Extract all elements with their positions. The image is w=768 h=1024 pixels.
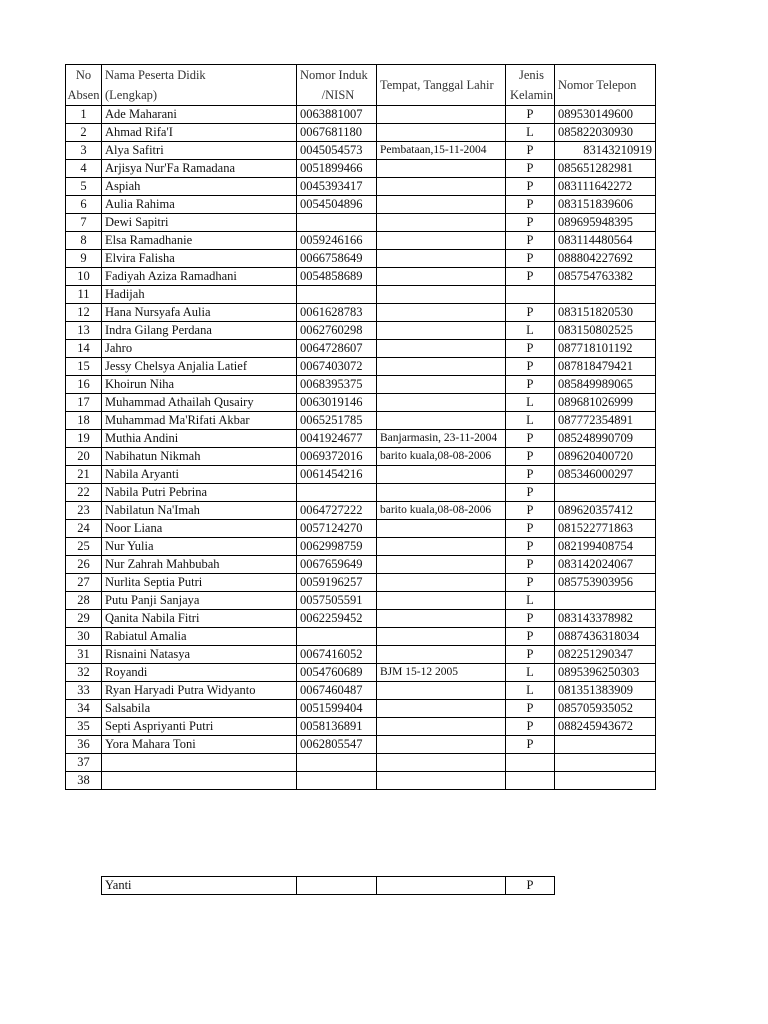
table-row xyxy=(66,322,656,340)
table-row xyxy=(66,610,656,628)
student-birth xyxy=(377,376,506,394)
table-row xyxy=(66,412,656,430)
table-row xyxy=(66,682,656,700)
table-row xyxy=(66,664,656,682)
student-nisn xyxy=(297,628,377,646)
table-row xyxy=(66,718,656,736)
table-row xyxy=(66,214,656,232)
student-birth xyxy=(377,754,506,772)
student-phone: 081522771863 xyxy=(555,520,656,538)
header-nisn: Nomor Induk xyxy=(297,65,377,86)
student-gender: P xyxy=(506,232,555,250)
student-name: Jahro xyxy=(102,340,297,358)
table-row xyxy=(66,358,656,376)
student-phone: 085248990709 xyxy=(555,430,656,448)
student-birth xyxy=(377,610,506,628)
table-row xyxy=(66,448,656,466)
student-birth xyxy=(377,538,506,556)
roster-body xyxy=(66,106,656,790)
table-row xyxy=(66,304,656,322)
student-name: Septi Aspriyanti Putri xyxy=(102,718,297,736)
student-phone xyxy=(555,754,656,772)
student-no: 34 xyxy=(66,700,102,718)
student-nisn: 0067659649 xyxy=(297,556,377,574)
student-no: 22 xyxy=(66,484,102,502)
student-nisn: 0067416052 xyxy=(297,646,377,664)
student-gender: L xyxy=(506,592,555,610)
student-nisn: 0054760689 xyxy=(297,664,377,682)
student-gender: P xyxy=(506,358,555,376)
student-phone: 088245943672 xyxy=(555,718,656,736)
student-birth xyxy=(377,106,506,124)
table-row xyxy=(66,250,656,268)
student-gender: P xyxy=(506,106,555,124)
student-phone xyxy=(555,772,656,790)
student-gender: P xyxy=(506,718,555,736)
table-row xyxy=(66,538,656,556)
student-gender: P xyxy=(506,574,555,592)
table-row xyxy=(102,877,555,895)
student-nisn: 0061454216 xyxy=(297,466,377,484)
table-row xyxy=(66,484,656,502)
student-name: Nur Zahrah Mahbubah xyxy=(102,556,297,574)
table-row xyxy=(66,376,656,394)
student-gender: L xyxy=(506,124,555,142)
student-phone: 082251290347 xyxy=(555,646,656,664)
student-phone: 087772354891 xyxy=(555,412,656,430)
student-no: 15 xyxy=(66,358,102,376)
student-birth xyxy=(377,556,506,574)
student-birth xyxy=(377,286,506,304)
student-gender: P xyxy=(506,700,555,718)
student-birth xyxy=(377,682,506,700)
student-nisn xyxy=(297,877,377,895)
student-name: Arjisya Nur'Fa Ramadana xyxy=(102,160,297,178)
student-phone: 087718101192 xyxy=(555,340,656,358)
student-nisn: 0062805547 xyxy=(297,736,377,754)
table-row xyxy=(66,340,656,358)
student-no: 5 xyxy=(66,178,102,196)
student-birth xyxy=(377,178,506,196)
student-nisn xyxy=(297,484,377,502)
student-name: Fadiyah Aziza Ramadhani xyxy=(102,268,297,286)
student-name: Khoirun Niha xyxy=(102,376,297,394)
student-gender: P xyxy=(506,250,555,268)
student-phone: 085651282981 xyxy=(555,160,656,178)
student-birth xyxy=(377,250,506,268)
student-no: 4 xyxy=(66,160,102,178)
student-no: 14 xyxy=(66,340,102,358)
student-no: 27 xyxy=(66,574,102,592)
student-name: Aspiah xyxy=(102,178,297,196)
student-birth xyxy=(377,340,506,358)
student-no: 36 xyxy=(66,736,102,754)
student-no: 28 xyxy=(66,592,102,610)
student-gender: P xyxy=(506,877,555,895)
student-phone: 0895396250303 xyxy=(555,664,656,682)
student-nisn: 0045393417 xyxy=(297,178,377,196)
student-no: 8 xyxy=(66,232,102,250)
student-gender: P xyxy=(506,268,555,286)
student-gender xyxy=(506,772,555,790)
student-gender: P xyxy=(506,304,555,322)
student-nisn: 0041924677 xyxy=(297,430,377,448)
student-name: Hana Nursyafa Aulia xyxy=(102,304,297,322)
student-gender: P xyxy=(506,736,555,754)
student-no: 17 xyxy=(66,394,102,412)
table-row xyxy=(66,520,656,538)
student-no: 24 xyxy=(66,520,102,538)
student-name xyxy=(102,754,297,772)
student-gender: P xyxy=(506,466,555,484)
student-birth xyxy=(377,877,506,895)
student-birth xyxy=(377,214,506,232)
student-nisn: 0054858689 xyxy=(297,268,377,286)
table-row xyxy=(66,502,656,520)
student-no: 38 xyxy=(66,772,102,790)
table-row xyxy=(66,268,656,286)
student-roster-table xyxy=(65,64,656,790)
student-no: 3 xyxy=(66,142,102,160)
student-phone: 085753903956 xyxy=(555,574,656,592)
student-gender: P xyxy=(506,520,555,538)
student-birth xyxy=(377,394,506,412)
student-phone xyxy=(555,736,656,754)
student-nisn: 0059246166 xyxy=(297,232,377,250)
student-phone: 0887436318034 xyxy=(555,628,656,646)
student-nisn: 0054504896 xyxy=(297,196,377,214)
student-no: 13 xyxy=(66,322,102,340)
student-gender: L xyxy=(506,682,555,700)
student-no: 30 xyxy=(66,628,102,646)
student-name: Muthia Andini xyxy=(102,430,297,448)
student-no: 19 xyxy=(66,430,102,448)
student-birth xyxy=(377,700,506,718)
student-gender: P xyxy=(506,340,555,358)
student-gender: P xyxy=(506,142,555,160)
student-gender: L xyxy=(506,394,555,412)
student-nisn: 0065251785 xyxy=(297,412,377,430)
header-birth: Tempat, Tanggal Lahir xyxy=(377,65,506,106)
table-row xyxy=(66,574,656,592)
student-name: Dewi Sapitri xyxy=(102,214,297,232)
header-no-line2: Absen xyxy=(66,85,102,106)
student-nisn: 0062760298 xyxy=(297,322,377,340)
student-name: Muhammad Ma'Rifati Akbar xyxy=(102,412,297,430)
student-birth: barito kuala,08-08-2006 xyxy=(377,448,506,466)
student-phone: 081351383909 xyxy=(555,682,656,700)
student-phone xyxy=(555,592,656,610)
table-row xyxy=(66,394,656,412)
student-phone: 089620357412 xyxy=(555,502,656,520)
student-gender: P xyxy=(506,214,555,232)
extra-student-table xyxy=(101,876,555,895)
student-no: 6 xyxy=(66,196,102,214)
student-name: Noor Liana xyxy=(102,520,297,538)
student-nisn: 0067681180 xyxy=(297,124,377,142)
student-name: Ade Maharani xyxy=(102,106,297,124)
student-birth xyxy=(377,304,506,322)
student-name: Elsa Ramadhanie xyxy=(102,232,297,250)
student-no: 16 xyxy=(66,376,102,394)
table-row xyxy=(66,430,656,448)
student-birth xyxy=(377,196,506,214)
student-gender: P xyxy=(506,376,555,394)
student-birth xyxy=(377,232,506,250)
student-gender: L xyxy=(506,664,555,682)
student-name: Indra Gilang Perdana xyxy=(102,322,297,340)
student-name: Nabihatun Nikmah xyxy=(102,448,297,466)
student-phone: 088804227692 xyxy=(555,250,656,268)
student-no: 37 xyxy=(66,754,102,772)
student-nisn: 0058136891 xyxy=(297,718,377,736)
header-no: No xyxy=(66,65,102,86)
student-phone: 083151839606 xyxy=(555,196,656,214)
student-name: Salsabila xyxy=(102,700,297,718)
student-birth xyxy=(377,322,506,340)
student-gender: P xyxy=(506,484,555,502)
student-name: Jessy Chelsya Anjalia Latief xyxy=(102,358,297,376)
student-gender: P xyxy=(506,502,555,520)
student-name: Risnaini Natasya xyxy=(102,646,297,664)
table-row xyxy=(66,736,656,754)
student-birth: Pembataan,15-11-2004 xyxy=(377,142,506,160)
student-phone: 089620400720 xyxy=(555,448,656,466)
student-phone: 083142024067 xyxy=(555,556,656,574)
table-row xyxy=(66,106,656,124)
student-no: 31 xyxy=(66,646,102,664)
table-row xyxy=(66,700,656,718)
student-birth xyxy=(377,358,506,376)
student-name xyxy=(102,772,297,790)
student-no: 32 xyxy=(66,664,102,682)
student-name: Ahmad Rifa'I xyxy=(102,124,297,142)
student-phone: 083150802525 xyxy=(555,322,656,340)
student-name: Hadijah xyxy=(102,286,297,304)
student-name: Royandi xyxy=(102,664,297,682)
student-no: 26 xyxy=(66,556,102,574)
student-no: 18 xyxy=(66,412,102,430)
header-phone: Nomor Telepon xyxy=(555,65,656,106)
student-birth xyxy=(377,718,506,736)
student-phone: 089681026999 xyxy=(555,394,656,412)
student-no: 21 xyxy=(66,466,102,484)
student-no: 12 xyxy=(66,304,102,322)
student-name: Ryan Haryadi Putra Widyanto xyxy=(102,682,297,700)
student-nisn: 0051899466 xyxy=(297,160,377,178)
student-name: Nabila Aryanti xyxy=(102,466,297,484)
table-row xyxy=(66,754,656,772)
student-name: Nurlita Septia Putri xyxy=(102,574,297,592)
student-gender xyxy=(506,286,555,304)
student-gender: L xyxy=(506,322,555,340)
student-no: 2 xyxy=(66,124,102,142)
student-nisn: 0057505591 xyxy=(297,592,377,610)
student-nisn: 0064727222 xyxy=(297,502,377,520)
student-phone: 083111642272 xyxy=(555,178,656,196)
student-nisn: 0062998759 xyxy=(297,538,377,556)
table-row xyxy=(66,556,656,574)
student-nisn: 0051599404 xyxy=(297,700,377,718)
student-birth xyxy=(377,736,506,754)
student-no: 7 xyxy=(66,214,102,232)
student-gender: P xyxy=(506,556,555,574)
table-row xyxy=(66,160,656,178)
student-birth xyxy=(377,574,506,592)
roster-header xyxy=(66,65,656,106)
student-name: Nabilatun Na'Imah xyxy=(102,502,297,520)
student-no: 20 xyxy=(66,448,102,466)
student-no: 29 xyxy=(66,610,102,628)
student-nisn: 0069372016 xyxy=(297,448,377,466)
student-birth: BJM 15-12 2005 xyxy=(377,664,506,682)
student-nisn: 0063019146 xyxy=(297,394,377,412)
student-phone: 087818479421 xyxy=(555,358,656,376)
table-row xyxy=(66,286,656,304)
table-row xyxy=(66,646,656,664)
student-no: 11 xyxy=(66,286,102,304)
student-nisn: 0064728607 xyxy=(297,340,377,358)
student-nisn: 0067403072 xyxy=(297,358,377,376)
student-birth xyxy=(377,160,506,178)
student-birth xyxy=(377,592,506,610)
table-row xyxy=(66,772,656,790)
student-no: 33 xyxy=(66,682,102,700)
student-birth xyxy=(377,268,506,286)
student-nisn: 0045054573 xyxy=(297,142,377,160)
student-nisn: 0062259452 xyxy=(297,610,377,628)
header-nisn-line2: /NISN xyxy=(297,85,377,106)
header-gender: Jenis xyxy=(506,65,555,86)
student-gender: P xyxy=(506,196,555,214)
student-birth: barito kuala,08-08-2006 xyxy=(377,502,506,520)
student-phone: 083143378982 xyxy=(555,610,656,628)
student-birth xyxy=(377,628,506,646)
student-name: Alya Safitri xyxy=(102,142,297,160)
student-no: 25 xyxy=(66,538,102,556)
student-no: 10 xyxy=(66,268,102,286)
student-nisn xyxy=(297,772,377,790)
student-nisn xyxy=(297,286,377,304)
student-birth xyxy=(377,412,506,430)
student-name: Nur Yulia xyxy=(102,538,297,556)
student-name: Nabila Putri Pebrina xyxy=(102,484,297,502)
table-row xyxy=(66,592,656,610)
student-name: Muhammad Athailah Qusairy xyxy=(102,394,297,412)
student-birth xyxy=(377,772,506,790)
table-row xyxy=(66,142,656,160)
student-name: Yanti xyxy=(102,877,297,895)
student-birth: Banjarmasin, 23-11-2004 xyxy=(377,430,506,448)
table-row xyxy=(66,628,656,646)
header-gender-line2: Kelamin xyxy=(506,85,555,106)
student-phone: 083114480564 xyxy=(555,232,656,250)
table-row xyxy=(66,466,656,484)
student-gender: P xyxy=(506,628,555,646)
student-nisn xyxy=(297,214,377,232)
student-gender: P xyxy=(506,538,555,556)
student-gender: P xyxy=(506,448,555,466)
student-nisn: 0063881007 xyxy=(297,106,377,124)
student-phone: 089530149600 xyxy=(555,106,656,124)
table-row xyxy=(66,196,656,214)
student-birth xyxy=(377,466,506,484)
student-no: 1 xyxy=(66,106,102,124)
student-gender: L xyxy=(506,412,555,430)
student-nisn: 0059196257 xyxy=(297,574,377,592)
student-birth xyxy=(377,520,506,538)
student-birth xyxy=(377,484,506,502)
student-phone: 83143210919 xyxy=(555,142,656,160)
student-name: Qanita Nabila Fitri xyxy=(102,610,297,628)
student-nisn: 0057124270 xyxy=(297,520,377,538)
student-birth xyxy=(377,646,506,664)
student-nisn xyxy=(297,754,377,772)
student-phone xyxy=(555,484,656,502)
table-row xyxy=(66,232,656,250)
student-name: Putu Panji Sanjaya xyxy=(102,592,297,610)
student-nisn: 0067460487 xyxy=(297,682,377,700)
student-no: 23 xyxy=(66,502,102,520)
student-nisn: 0066758649 xyxy=(297,250,377,268)
student-gender: P xyxy=(506,646,555,664)
student-gender xyxy=(506,754,555,772)
student-gender: P xyxy=(506,430,555,448)
student-phone: 083151820530 xyxy=(555,304,656,322)
student-phone: 085754763382 xyxy=(555,268,656,286)
student-no: 9 xyxy=(66,250,102,268)
header-name-line2: (Lengkap) xyxy=(102,85,297,106)
student-no: 35 xyxy=(66,718,102,736)
student-name: Rabiatul Amalia xyxy=(102,628,297,646)
student-phone xyxy=(555,286,656,304)
student-name: Aulia Rahima xyxy=(102,196,297,214)
student-phone: 085705935052 xyxy=(555,700,656,718)
student-name: Yora Mahara Toni xyxy=(102,736,297,754)
student-phone: 085849989065 xyxy=(555,376,656,394)
student-gender: P xyxy=(506,160,555,178)
student-gender: P xyxy=(506,610,555,628)
student-nisn: 0068395375 xyxy=(297,376,377,394)
header-name: Nama Peserta Didik xyxy=(102,65,297,86)
student-birth xyxy=(377,124,506,142)
table-row xyxy=(66,124,656,142)
student-name: Elvira Falisha xyxy=(102,250,297,268)
student-phone: 089695948395 xyxy=(555,214,656,232)
student-gender: P xyxy=(506,178,555,196)
student-phone: 085346000297 xyxy=(555,466,656,484)
student-nisn: 0061628783 xyxy=(297,304,377,322)
table-row xyxy=(66,178,656,196)
student-phone: 085822030930 xyxy=(555,124,656,142)
student-phone: 082199408754 xyxy=(555,538,656,556)
